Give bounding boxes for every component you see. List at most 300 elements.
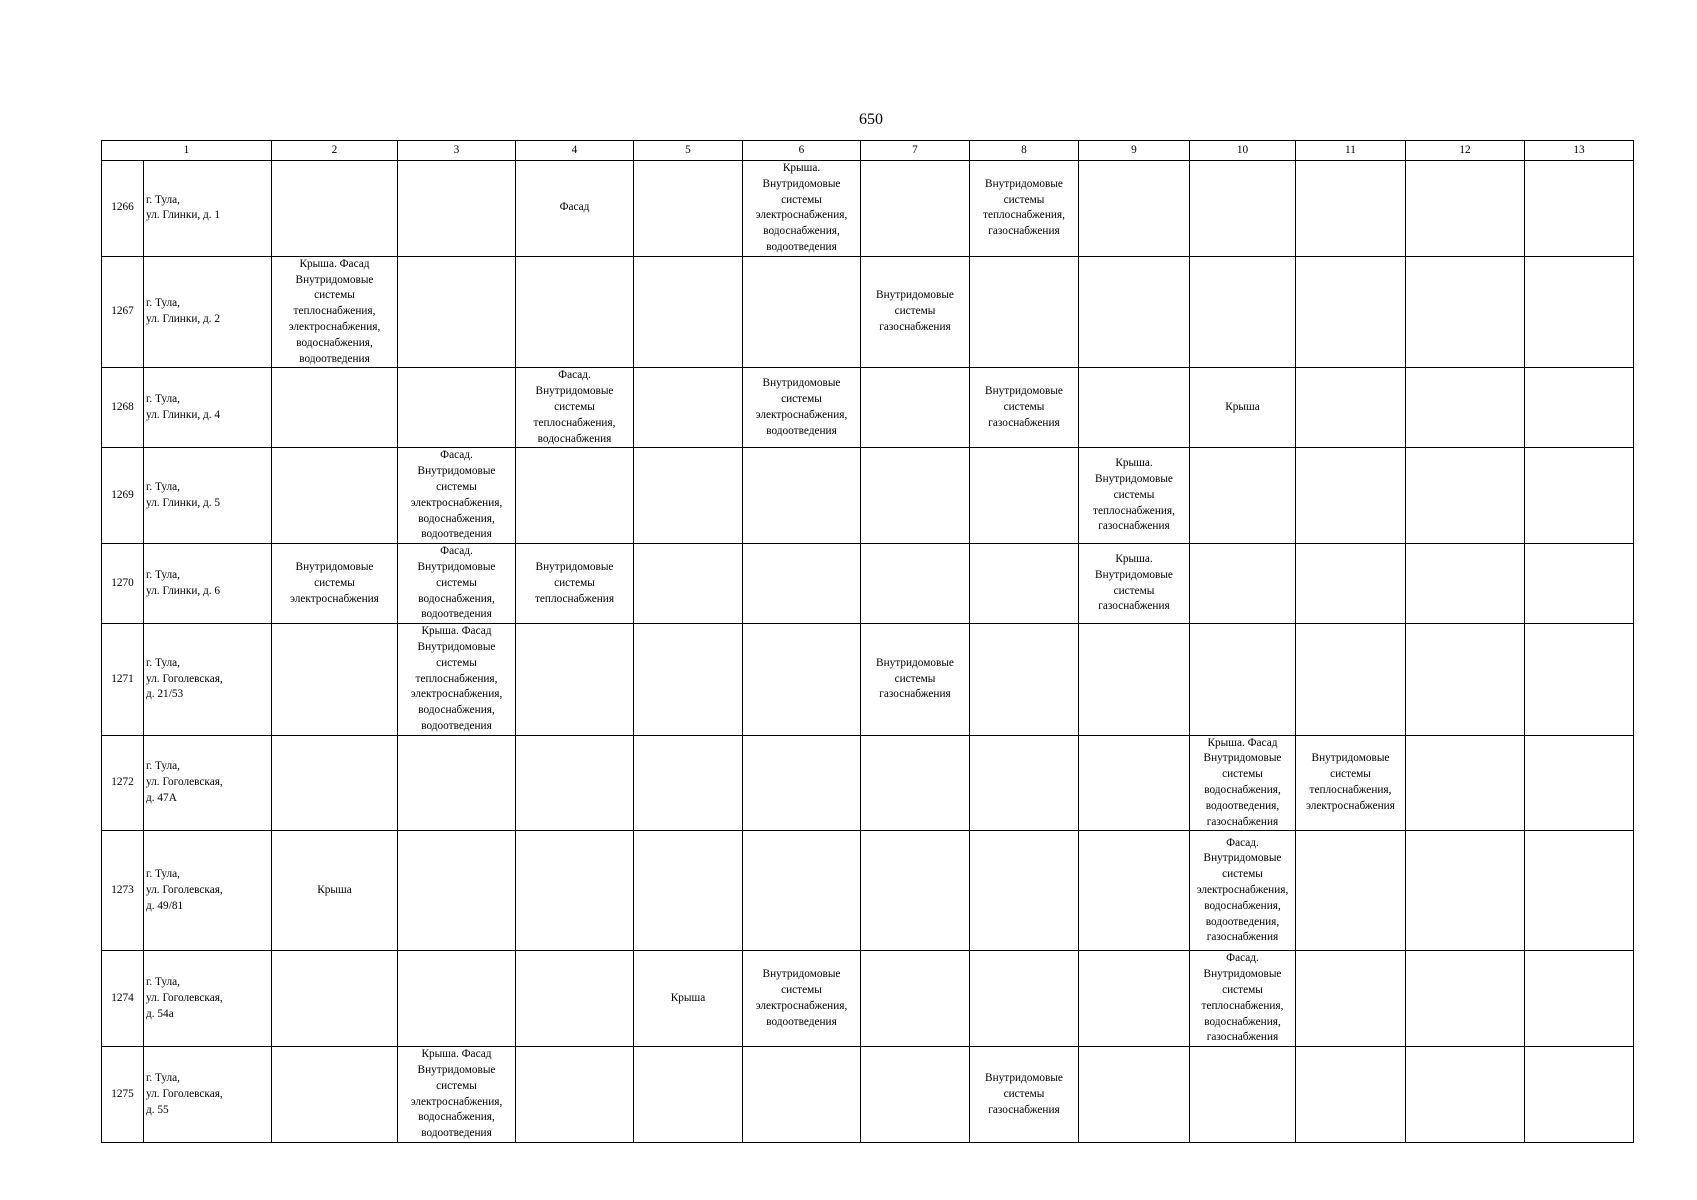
work-cell (516, 368, 634, 448)
work-cell (634, 831, 743, 951)
work-cell (1296, 448, 1406, 544)
work-cell (1190, 831, 1296, 951)
work-cell (861, 448, 970, 544)
header-row (102, 141, 1634, 161)
work-cell (1406, 831, 1525, 951)
work-line: электроснабжения, (410, 688, 503, 701)
address-cell (144, 1047, 272, 1143)
row-number: 1268 (102, 368, 144, 448)
work-line: Внутридомовые (417, 560, 496, 573)
address-cell (144, 368, 272, 448)
work-line: газоснабжения (988, 416, 1060, 429)
work-cell (1525, 735, 1634, 831)
work-cell (272, 1047, 398, 1143)
work-line: электроснабжения, (755, 209, 848, 222)
address-cell (144, 831, 272, 951)
work-cell (1525, 368, 1634, 448)
work-cell (1079, 735, 1190, 831)
address-line: ул. Гоголевская, (146, 1087, 223, 1100)
work-line: Внутридомовые (985, 1071, 1063, 1084)
work-line: Крыша (1225, 400, 1260, 413)
row-number: 1269 (102, 448, 144, 544)
work-line: Фасад. (1226, 952, 1259, 965)
row-number: 1272 (102, 735, 144, 831)
address-line: д. 47А (146, 791, 177, 804)
address-line: г. Тула, (146, 393, 180, 406)
work-cell (1079, 161, 1190, 257)
work-line: газоснабжения (988, 225, 1060, 238)
work-cell (272, 951, 398, 1047)
work-line: Внутридомовые (876, 656, 954, 669)
work-cell (970, 951, 1079, 1047)
work-cell (516, 951, 634, 1047)
table-row (102, 624, 1634, 736)
work-cell (1079, 951, 1190, 1047)
work-cell (1190, 951, 1296, 1047)
work-cell (1406, 624, 1525, 736)
work-line: Внутридомовые (762, 968, 841, 981)
work-line: Внутридомовые (1203, 852, 1282, 865)
work-cell (1190, 735, 1296, 831)
address-line: г. Тула, (146, 568, 180, 581)
work-line: системы (894, 672, 936, 685)
work-cell (272, 161, 398, 257)
work-cell (1190, 161, 1296, 257)
work-line: системы (1222, 868, 1263, 881)
table-row (102, 951, 1634, 1047)
address-line: ул. Глинки, д. 1 (146, 209, 221, 222)
work-line: водоотведения (421, 528, 492, 541)
address-line: г. Тула, (146, 760, 180, 773)
address-line: г. Тула, (146, 297, 180, 310)
work-line: Фасад. (440, 449, 473, 462)
work-cell (743, 1047, 861, 1143)
work-cell (1525, 951, 1634, 1047)
work-cell (398, 1047, 516, 1143)
address-line: г. Тула, (146, 868, 180, 881)
work-cell (1406, 735, 1525, 831)
work-cell (516, 161, 634, 257)
work-line: системы (554, 576, 595, 589)
work-cell (398, 368, 516, 448)
row-number: 1267 (102, 256, 144, 368)
work-line: Крыша. (1115, 457, 1153, 470)
address-cell (144, 448, 272, 544)
work-line: системы (436, 576, 477, 589)
work-cell (1190, 624, 1296, 736)
work-line: Внутридомовые (1095, 568, 1173, 581)
row-number: 1275 (102, 1047, 144, 1143)
work-cell (1296, 544, 1406, 624)
work-line: системы (781, 984, 822, 997)
work-cell (516, 544, 634, 624)
work-line: газоснабжения (1206, 1031, 1279, 1044)
work-cell (1525, 624, 1634, 736)
work-line: Внутридомовые (985, 385, 1063, 398)
work-cell (970, 448, 1079, 544)
work-cell (1296, 951, 1406, 1047)
work-line: теплоснабжения (534, 592, 615, 605)
work-cell (1296, 831, 1406, 951)
address-cell (144, 161, 272, 257)
work-line: электроснабжения, (755, 999, 848, 1012)
address-line: ул. Глинки, д. 2 (146, 313, 221, 326)
work-line: водоотведения (766, 240, 837, 253)
work-cell (516, 735, 634, 831)
work-line: системы (1330, 768, 1371, 781)
work-cell (516, 256, 634, 368)
work-cell (634, 1047, 743, 1143)
work-line: Внутридомовые (417, 1064, 496, 1077)
work-cell (861, 161, 970, 257)
work-cell (272, 448, 398, 544)
work-cell (634, 256, 743, 368)
row-number: 1270 (102, 544, 144, 624)
table-body (102, 141, 1634, 1143)
column-header: 5 (634, 141, 743, 161)
address-line: г. Тула, (146, 656, 180, 669)
address-line: ул. Гоголевская, (146, 672, 223, 685)
work-cell (1296, 256, 1406, 368)
work-cell (1406, 951, 1525, 1047)
work-cell (1190, 448, 1296, 544)
work-cell (398, 256, 516, 368)
address-cell (144, 951, 272, 1047)
work-cell (743, 161, 861, 257)
work-line: водоснабжения, (418, 704, 495, 717)
row-number: 1266 (102, 161, 144, 257)
work-line: теплоснабжения, (293, 305, 376, 318)
table-row (102, 544, 1634, 624)
column-header: 7 (861, 141, 970, 161)
work-line: системы (314, 576, 355, 589)
work-cell (634, 624, 743, 736)
work-line: теплоснабжения, (1309, 784, 1392, 797)
column-header: 10 (1190, 141, 1296, 161)
work-cell (743, 448, 861, 544)
work-cell (398, 544, 516, 624)
work-line: водоснабжения, (1204, 784, 1281, 797)
work-cell (861, 831, 970, 951)
address-line: г. Тула, (146, 1071, 180, 1084)
work-line: системы (781, 193, 822, 206)
address-line: д. 54а (146, 1007, 174, 1020)
work-line: водоснабжения, (418, 592, 495, 605)
work-cell (1406, 256, 1525, 368)
work-cell (1190, 368, 1296, 448)
work-line: теплоснабжения, (415, 672, 498, 685)
work-line: системы (436, 1079, 477, 1092)
work-cell (1079, 1047, 1190, 1143)
work-line: водоотведения (421, 1127, 492, 1140)
work-line: электроснабжения, (410, 1095, 503, 1108)
work-cell (1525, 831, 1634, 951)
work-cell (634, 544, 743, 624)
work-line: Крыша. (1115, 553, 1153, 566)
table-row (102, 831, 1634, 951)
work-cell (516, 448, 634, 544)
work-line: системы (1113, 488, 1155, 501)
work-line: водоотведения (421, 608, 492, 621)
work-line: газоснабжения (1098, 520, 1170, 533)
work-cell (1296, 1047, 1406, 1143)
work-cell (634, 951, 743, 1047)
work-line: системы (894, 305, 936, 318)
work-cell (743, 256, 861, 368)
work-cell (272, 256, 398, 368)
row-number: 1274 (102, 951, 144, 1047)
work-cell (1406, 448, 1525, 544)
work-line: газоснабжения (1206, 815, 1279, 828)
address-line: ул. Гоголевская, (146, 776, 223, 789)
work-line: Внутридомовые (1095, 473, 1173, 486)
work-line: системы (1003, 1087, 1045, 1100)
address-line: г. Тула, (146, 193, 180, 206)
work-line: Фасад. (558, 369, 591, 382)
work-cell (1525, 161, 1634, 257)
work-cell (634, 735, 743, 831)
table-row (102, 735, 1634, 831)
work-line: электроснабжения, (755, 408, 848, 421)
work-line: электроснабжения (1306, 799, 1395, 812)
work-cell (398, 831, 516, 951)
work-cell (272, 831, 398, 951)
work-line: теплоснабжения, (1201, 999, 1284, 1012)
work-line: газоснабжения (879, 320, 951, 333)
work-line: Крыша. (782, 162, 821, 174)
work-line: теплоснабжения, (533, 416, 616, 429)
work-cell (634, 161, 743, 257)
work-line: Внутридомовые (876, 289, 954, 302)
work-line: Крыша. Фасад (1207, 736, 1278, 749)
column-header: 9 (1079, 141, 1190, 161)
work-line: Внутридомовые (295, 560, 374, 573)
repair-schedule-table (101, 140, 1634, 1143)
column-header: 3 (398, 141, 516, 161)
work-line: системы (314, 289, 355, 302)
work-cell (861, 368, 970, 448)
work-line: системы (436, 480, 477, 493)
work-cell (1296, 624, 1406, 736)
work-line: системы (781, 393, 822, 406)
work-line: Фасад. (440, 545, 473, 558)
work-line: водоотведения (766, 424, 837, 437)
column-header: 13 (1525, 141, 1634, 161)
work-cell (1525, 544, 1634, 624)
row-number: 1271 (102, 624, 144, 736)
work-cell (1525, 448, 1634, 544)
work-line: водоснабжения (537, 432, 612, 445)
page-number: 650 (859, 111, 883, 128)
column-header: 6 (743, 141, 861, 161)
work-cell (970, 1047, 1079, 1143)
work-line: Фасад (559, 201, 590, 214)
address-line: г. Тула, (146, 976, 180, 989)
work-cell (1406, 544, 1525, 624)
work-line: водоснабжения, (418, 1111, 495, 1124)
work-cell (1079, 256, 1190, 368)
work-line: водоснабжения, (418, 512, 495, 525)
work-cell (861, 1047, 970, 1143)
address-cell (144, 735, 272, 831)
work-line: водоснабжения, (1204, 1015, 1281, 1028)
work-cell (970, 161, 1079, 257)
table-row (102, 1047, 1634, 1143)
work-cell (861, 735, 970, 831)
work-cell (1079, 368, 1190, 448)
work-cell (1190, 544, 1296, 624)
address-cell (144, 256, 272, 368)
table-row (102, 368, 1634, 448)
work-line: Внутридомовые (535, 385, 614, 398)
work-cell (1406, 368, 1525, 448)
work-cell (272, 544, 398, 624)
work-cell (634, 448, 743, 544)
work-cell (1406, 1047, 1525, 1143)
work-line: Внутридомовые (295, 273, 374, 286)
work-cell (743, 368, 861, 448)
column-header: 12 (1406, 141, 1525, 161)
work-cell (634, 368, 743, 448)
work-cell (1079, 831, 1190, 951)
column-header: 1 (102, 141, 272, 161)
column-header: 4 (516, 141, 634, 161)
work-cell (970, 735, 1079, 831)
table-row (102, 256, 1634, 368)
work-cell (861, 544, 970, 624)
work-line: системы (1222, 768, 1263, 781)
work-line: водоснабжения, (296, 336, 373, 349)
work-line: Внутридомовые (417, 640, 496, 653)
work-cell (272, 735, 398, 831)
work-line: системы (1003, 193, 1045, 206)
address-cell (144, 544, 272, 624)
work-cell (398, 735, 516, 831)
work-line: электроснабжения, (1196, 884, 1289, 897)
work-line: Крыша. Фасад (421, 625, 492, 638)
work-cell (1079, 448, 1190, 544)
work-cell (516, 831, 634, 951)
work-line: системы (436, 656, 477, 669)
work-cell (516, 1047, 634, 1143)
work-cell (398, 161, 516, 257)
address-line: ул. Гоголевская, (146, 991, 223, 1004)
work-cell (743, 624, 861, 736)
work-cell (970, 368, 1079, 448)
work-cell (743, 735, 861, 831)
work-cell (861, 624, 970, 736)
work-line: электроснабжения, (288, 320, 381, 333)
work-cell (970, 831, 1079, 951)
work-cell (398, 448, 516, 544)
work-cell (1296, 368, 1406, 448)
table-row (102, 448, 1634, 544)
work-cell (743, 831, 861, 951)
work-cell (970, 544, 1079, 624)
work-cell (398, 624, 516, 736)
address-line: ул. Глинки, д. 5 (146, 496, 221, 509)
work-cell (1190, 1047, 1296, 1143)
work-line: теплоснабжения, (983, 209, 1065, 222)
address-line: ул. Глинки, д. 4 (146, 408, 221, 421)
work-line: газоснабжения (1098, 600, 1170, 613)
work-line: водоснабжения, (763, 225, 840, 238)
work-line: Внутридомовые (762, 177, 841, 190)
column-header: 11 (1296, 141, 1406, 161)
work-cell (1525, 256, 1634, 368)
work-cell (861, 951, 970, 1047)
work-line: теплоснабжения, (1093, 504, 1175, 517)
address-cell (144, 624, 272, 736)
work-line: водоотведения (421, 719, 492, 732)
address-line: д. 55 (146, 1103, 169, 1116)
work-cell (1079, 544, 1190, 624)
work-cell (398, 951, 516, 1047)
work-cell (743, 544, 861, 624)
address-line: ул. Гоголевская, (146, 884, 223, 897)
work-line: Фасад. (1226, 836, 1259, 849)
work-line: Внутридомовые (417, 465, 496, 478)
work-line: системы (1003, 400, 1045, 413)
work-cell (743, 951, 861, 1047)
address-line: д. 49/81 (146, 899, 184, 912)
work-line: водоотведения, (1205, 915, 1280, 928)
work-line: системы (1222, 984, 1263, 997)
work-cell (861, 256, 970, 368)
work-line: электроснабжения (290, 592, 379, 605)
work-line: Внутридомовые (1203, 968, 1282, 981)
work-line: Крыша. Фасад (299, 257, 370, 270)
row-number: 1273 (102, 831, 144, 951)
work-line: водоснабжения, (1204, 899, 1281, 912)
work-cell (272, 624, 398, 736)
work-cell (1296, 161, 1406, 257)
work-line: системы (554, 400, 595, 413)
work-line: Крыша (670, 991, 706, 1004)
work-line: Крыша. Фасад (421, 1048, 492, 1061)
work-line: водоотведения (766, 1015, 837, 1028)
work-line: Внутридомовые (762, 377, 841, 390)
work-line: водоотведения (299, 352, 370, 365)
work-line: Крыша (317, 884, 352, 897)
work-line: Внутридомовые (535, 560, 614, 573)
work-cell (1525, 1047, 1634, 1143)
work-line: водоотведения, (1205, 799, 1280, 812)
work-cell (516, 624, 634, 736)
work-cell (1296, 735, 1406, 831)
table-row (102, 161, 1634, 257)
work-line: Внутридомовые (1311, 752, 1390, 765)
column-header: 8 (970, 141, 1079, 161)
work-line: электроснабжения, (410, 496, 503, 509)
work-line: газоснабжения (988, 1103, 1060, 1116)
work-cell (970, 624, 1079, 736)
work-line: Внутридомовые (985, 177, 1063, 190)
work-line: Внутридомовые (1203, 752, 1282, 765)
work-cell (1406, 161, 1525, 257)
work-line: системы (1113, 584, 1155, 597)
work-cell (1190, 256, 1296, 368)
address-line: ул. Глинки, д. 6 (146, 584, 221, 597)
work-cell (272, 368, 398, 448)
address-line: г. Тула, (146, 480, 180, 493)
address-line: д. 21/53 (146, 688, 184, 701)
work-line: газоснабжения (1206, 931, 1279, 944)
work-cell (1079, 624, 1190, 736)
column-header: 2 (272, 141, 398, 161)
work-cell (970, 256, 1079, 368)
work-line: газоснабжения (879, 688, 951, 701)
